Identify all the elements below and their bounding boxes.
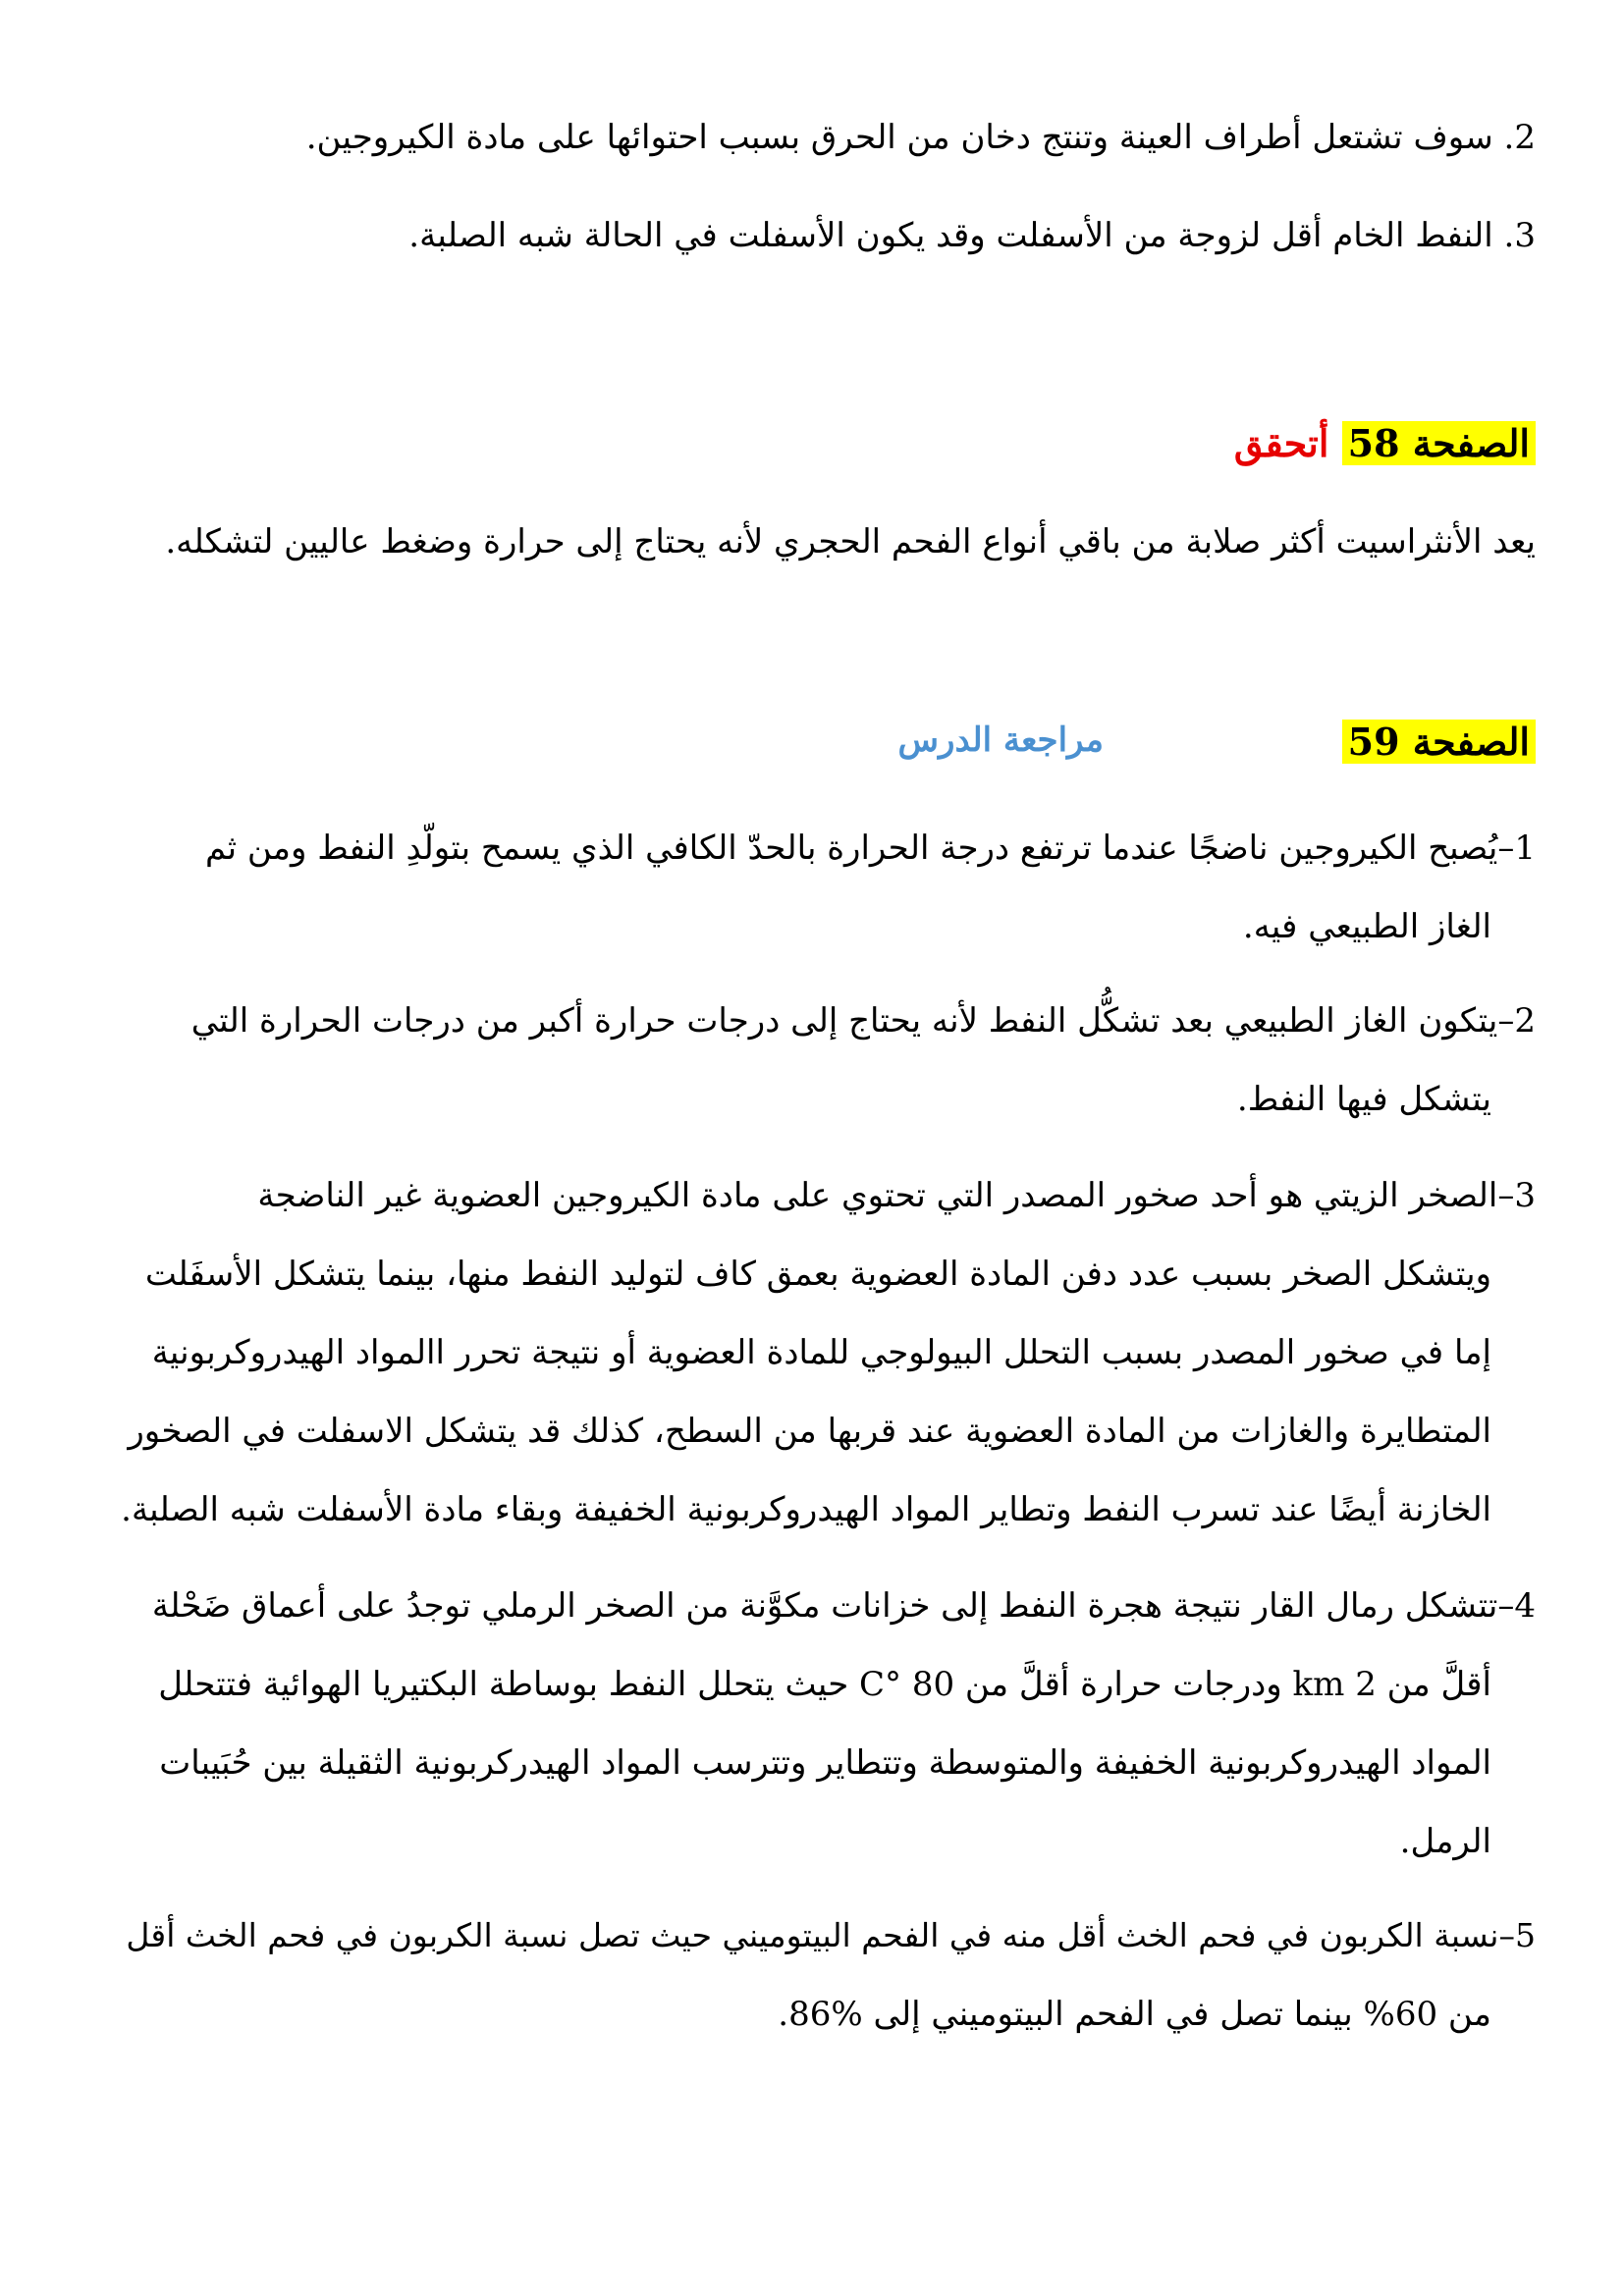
review-item-3-line-3: إما في صخور المصدر بسبب التحلل البيولوجي للمادة العضوية أو نتيجة تحرر االمواد الهيدروكربونية <box>151 1333 1491 1372</box>
section-59-heading <box>1342 715 1536 770</box>
review-item-1-line-1: 1–يُصبح الكيروجين ناضجًا عندما ترتفع درجة الحرارة بالحدّ الكافي الذي يسمح بتولّدِ النفط ومن ثم <box>204 828 1536 868</box>
review-item-3-line-2: ويتشكل الصخر بسبب عدد دفن المادة العضوية بعمق كاف لتوليد النفط منها، بينما يتشكل الأسفَلت <box>144 1255 1491 1294</box>
top-item-3: 3. النفط الخام أقل لزوجة من الأسفلت وقد يكون الأسفلت في الحالة شبه الصلبة. <box>408 216 1536 255</box>
review-item-4-line-1: 4–تتشكل رمال القار نتيجة هجرة النفط إلى خزانات مكوَّنة من الصخر الرملي توجدُ على أعماق ضَحْلة <box>151 1586 1536 1626</box>
top-item-2: 2. سوف تشتعل أطراف العينة وتنتج دخان من الحرق بسبب احتوائها على مادة الكيروجين. <box>305 118 1536 157</box>
review-item-3-line-4: المتطايرة والغازات من المادة العضوية عند قربها من السطح، كذلك قد يتشكل الاسفلت في الصخور <box>128 1412 1491 1451</box>
section-58-text: يعد الأنثراسيت أكثر صلابة من باقي أنواع الفحم الحجري لأنه يحتاج إلى حرارة وضغط عاليين لتشكله. <box>165 522 1536 561</box>
review-item-3-line-5: الخازنة أيضًا عند تسرب النفط وتطاير المواد الهيدروكربونية الخفيفة وبقاء مادة الأسفلت شبه الصلبة. <box>121 1490 1491 1529</box>
review-item-4-line-3: المواد الهيدروكربونية الخفيفة والمتوسطة وتتطاير وتترسب المواد الهيدركربونية الثقيلة بين حُبَيبات <box>159 1743 1491 1783</box>
review-item-5-line-1: 5–نسبة الكربون في فحم الخث أقل منه في الفحم البيتوميني حيث تصل نسبة الكربون في فحم الخث أقل <box>126 1916 1536 1954</box>
check-title: أتحقق <box>1233 421 1329 465</box>
review-item-3-line-1: 3–الصخر الزيتي هو أحد صخور المصدر التي تحتوي على مادة الكيروجين العضوية غير الناضجة <box>257 1176 1536 1215</box>
review-item-1-line-2: الغاز الطبيعي فيه. <box>1242 907 1491 946</box>
lesson-review-title: مراجعة الدرس <box>897 721 1104 760</box>
review-item-2-line-2: يتشكل فيها النفط. <box>1236 1080 1491 1119</box>
review-item-5-line-2: من 60% بينما تصل في الفحم البيتوميني إلى %86. <box>778 1995 1491 2034</box>
review-item-4-line-2: أقلَّ من 2 km ودرجات حرارة أقلَّ من 80 °C حيث يتحلل النفط بوساطة البكتيريا الهوائية فتتحلل <box>158 1665 1491 1704</box>
review-item-4-line-4: الرمل. <box>1399 1822 1491 1861</box>
review-item-2-line-1: 2–يتكون الغاز الطبيعي بعد تشكُّل النفط لأنه يحتاج إلى درجات حرارة أكبر من درجات الحرارة التي <box>190 1001 1536 1041</box>
page-58-label: الصفحة 58 <box>1342 421 1536 465</box>
page-59-label: الصفحة 59 <box>1342 720 1536 764</box>
section-58-heading <box>1234 416 1536 471</box>
